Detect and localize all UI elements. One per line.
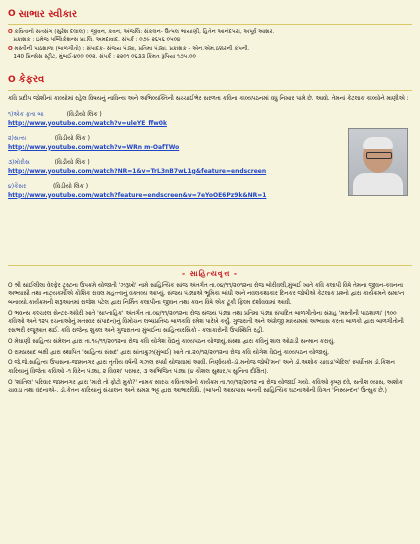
section-header-thanks — [8, 6, 412, 22]
video-links — [8, 110, 412, 263]
video-link[interactable]: http://www.youtube.com/watch?v=WRn m-OafTWo — [8, 143, 180, 151]
section-title-news: - સાહિત્યવૃત્ત - — [181, 268, 239, 278]
section-divider — [8, 24, 412, 25]
video-link[interactable]: http://www.youtube.com/watch?v=uleYE_ffw0k — [8, 119, 167, 127]
news-item: O જે.જે.સાહિત્ય ઉપાસના-જામનગર દ્વારા તૃતીય વર્ષની ગઝલ સ્પર્ધા યોજવામાં આવી. નિર્ણાયકો-ડૉ.મનોજ જોષી'મન' અને ડૉ.અશોક ચાવડા'બેદિલ' સ્પર્ધોત્તમ ડૉ.કિશન કારિયાનું વિજેતા કવિઓ -૧ વિરેન પંડ્યા, ૨ વિવશ' પરમાર, ૩ અભિજિત પંડ્યા (૪ કૌશલ સુથાર,૫ સુનિતા દીક્ષિત). — [8, 360, 395, 375]
section-title-radio: કેફરવ — [18, 74, 45, 86]
video-link-item: ૪)કૈસર (વિડીયો લિંક ) http://www.youtube.com/watch?feature=endscreen&v=7eYoOE6Pz9k&NR=1 — [8, 182, 412, 200]
newsletter-page — [8, 4, 412, 398]
section-bullet-icon: O — [8, 74, 16, 85]
thanks-line: પ્રકાશક : ઇમેજ પબ્લિકેશન્સ પ્રા.લિ. અમદાવાદ. સંપર્ક : ૦૭૯ ૨૬૫૬ ૦૫૦૪ — [13, 37, 181, 44]
thanks-line: 140 પ્રિન્સેસ સ્ટ્રીટ, મુંબઈ-૪૦૦ ૦૦૨. સંપર્ક : ૨૨૦૧ ૦૬૩૩ કિંમત રૂપિયા ૧૭૫.૦૦ — [13, 54, 196, 61]
thanks-line: O મસ્તીની પાઠશાળા (બાળગીતો) : સંપાદક- સંજય પંડ્યા, પ્રતિમા પંડ્યા. પ્રકાશક - એન.એમ.ઠક્કરની કંપની. — [8, 45, 250, 52]
thanks-line: O કવિતાનો સતસંગ (સુરેશ દલાલ) : જીવન, કવન, અંજલિ: સંકલન- ઉત્પલ ભાયાણી, હિતેન આનંદપરા, અપૂર્વ આશર. — [8, 29, 275, 35]
news-item: O મેઘાણી સાહિત્ય સંમેલન દ્વારા તા.૧૯/૧૧/૨૦૧૨ના રોજ કવિ યોગેશ વૈદ્યનું કાવ્યપઠન યોજાયું.સંસ્થા દ્વારા કવિનું શાલ ઓઢાડી સન્માન કરાયું. — [8, 338, 335, 345]
radio-intro: કવિ પ્રદીપ જોશીનાં કાવ્યોમાં રહેલ વિષયનું નાવિન્ય અને અભિવ્યક્તિની સચ્ચાઈભેર સરળતા કવિના કાવ્યપઠનમાં વધુ નિખાર પામે છે. આવો. તેમનાં કેટલાક કાવ્યોને માણીએ : — [8, 95, 409, 102]
section-title-thanks: સાભાર સ્વીકાર — [18, 8, 78, 20]
section-header-radio — [8, 72, 412, 88]
section-divider — [8, 90, 412, 91]
section-divider — [8, 265, 412, 266]
video-link[interactable]: http://www.youtube.com/watch?feature=endscreen&v=7eYoOE6Pz9k&NR=1 — [8, 191, 267, 199]
news-item: O રામપ્રસાદ બક્ષી દ્વારા સ્થાપિત 'સાહિત્ય સંસદ' દ્વારા સાંતાક્રુઝ(મુંબઈ) ખાતે તા.૨૦/૧૨/૨૦૧૨ના રોજ કવિ યોગેશ વૈદ્યનું કાવ્યપઠન યોજાયું. — [8, 349, 330, 356]
poet-photo — [348, 128, 408, 196]
news-list — [8, 282, 412, 396]
video-link-item: ૩)મોરીસ (વિડીયો લિંક ) http://www.youtube.com/watch?NR=1&v=TrL3nB7wL1g&feature=endscreen — [8, 158, 412, 176]
video-link-item: ૧)એક ફતા બા (વિડીયો લિંક ) http://www.youtube.com/watch?v=uleYE_ffw0k — [8, 110, 412, 128]
news-item: O ભવન્સ કલ્ચરલ સેન્ટર-અંધેરી ખાતે 'સાપ્તાહિક' અંતર્ગત તા.૦૪/૧૧/૨૦૧૨ના રોજ સંજય પંડ્યા તથા પ્રતિમા પંડ્યા સંપાદિત બાળગીતોના સંગ્રહ 'મસ્તીની પાઠશાળા' (૧૦૦ કવિઓ અને ૧૨૫ રચનાઓનું મતસ્વર સંપાદન)નું વિમોચન લબ્ધપ્રતિષ્ઠ બાળકવિ રમેશ પારેખે કર્યું. ગુજરાતી અને અંગ્રેજી માધ્યમમાં અભ્યાસ કરતા બાળકો દ્વારા બાળગીતોની રસભરી રજૂઆત થઈ. કવિ રાજેન્દ્ર શુક્લ અને ગુજરાતના મુંબઈના સાહિત્યરસિકો - કલાકારોની ઉપસ્થિતિ રહી. — [8, 310, 404, 335]
news-item: O 'શાંતિલ' પરિવાર જામનગર દ્વારા 'મારો તો ફોટો મુકો?' નામક સ્વરચ કવિતાઓનો કાર્યક્રમ તા.૧૦/૧૨/૨૦૧૨ ના રોજ યોજાઈ ગયો. કવિઓ કૃષ્ણ દવે, સતીશ વ્યાસ, અશોક ચાવડા તથા વંદનાએ-. ડૉ.કેતન કારિયાનું સંચાલન અને સમગ્ર ભટ્ટ દ્વારા આભારવિધિ. (બાપની આસપાસ બનતી સાહિત્યિક ઘટનાઓની વિગત 'નિસ્યન્દન' ઉત્સુક છે.) — [8, 379, 403, 395]
video-link[interactable]: http://www.youtube.com/watch?NR=1&v=TrL3nB7wL1g&feature=endscreen — [8, 167, 267, 175]
news-item: O શ્રી સાંઈલીલા વેલ્ફેર ટ્રસ્ટના ઉપક્રમે યોજાતી 'ઝરૂખો' નામે સાહિત્યિક સાંજ અંતર્ગત તા.૦૪/૧૧/૨૦૧૨ના રોજ બોરીવલી,મુંબઈ ખાતે કવિ કલાપી વિષે તેમના જીવન-કવનના અભ્યાસી તથા નાટ્યકર્મીએ કૌશિક રાવલ મહત્ત્વનું વક્તવ્ય આપ્યું. સંજય પંડ્યાએ ભૂમિકા બાંધી અને નવલકથાકાર દિનકર જોષીએ કેટલાક પ્રશ્નો દ્વારા કાર્યક્રમને સમાપ્ત બનાવ્યો.કાર્યક્રમની શરૂઆતમાં રાજેશ પટેલ દ્વારા નિર્મિત કલાપીના જીવન તથા કવન વિષે એક ટૂંકી ફિલ્મ દર્શાવવામાં આવી. — [8, 282, 405, 307]
thanks-list — [8, 28, 412, 62]
video-link-item: ૨)સત્ય (વિડીયો લિંક ) http://www.youtube.com/watch?v=WRn m-OafTWo — [8, 134, 412, 152]
section-bullet-icon: O — [8, 9, 16, 19]
